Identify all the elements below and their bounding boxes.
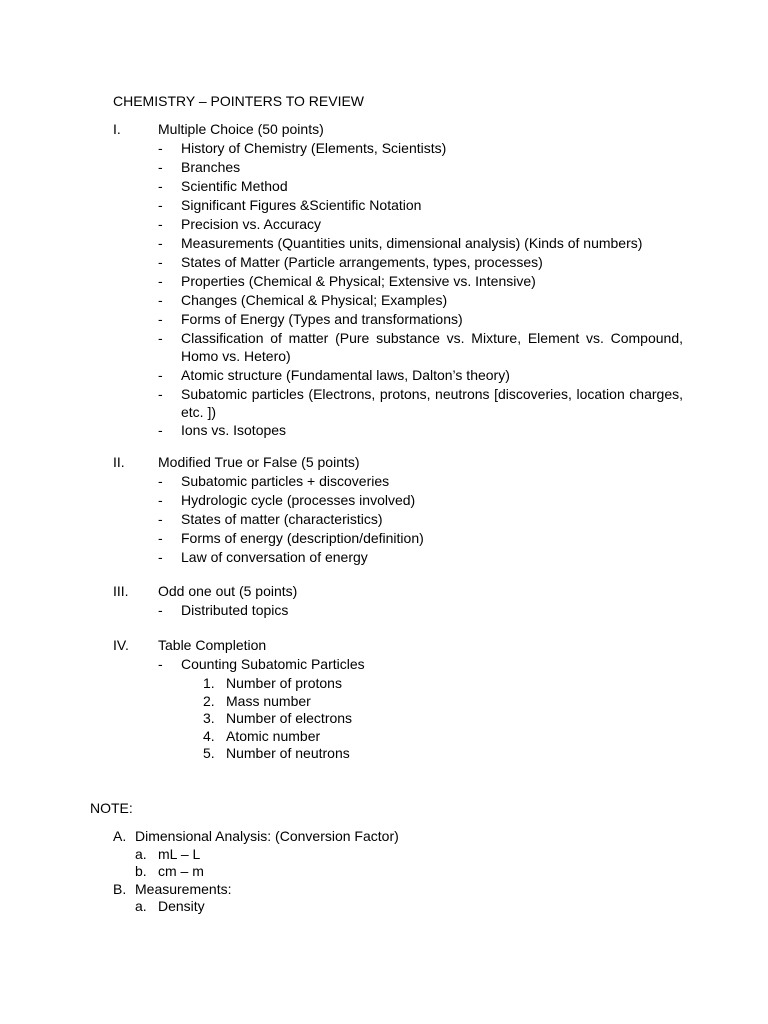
section-title: Modified True or False (5 points) (158, 454, 360, 470)
roman-numeral: I. (113, 121, 121, 137)
roman-numeral: II. (113, 454, 125, 470)
bullet-dash: - (158, 292, 163, 308)
item-letter: a. (135, 845, 147, 862)
document-title: CHEMISTRY – POINTERS TO REVIEW (113, 93, 365, 109)
section-title: Multiple Choice (50 points) (158, 121, 324, 137)
note-label: NOTE: (90, 800, 133, 816)
numbered-item (113, 692, 683, 710)
bullet-dash: - (158, 140, 163, 156)
bullet-list (113, 139, 683, 440)
list-item: - Forms of energy (description/definition) (158, 530, 424, 546)
list-item: - Significant Figures &Scientific Notation (158, 197, 422, 213)
section-heading (113, 636, 683, 655)
section-heading (113, 120, 683, 139)
roman-numeral: III. (113, 583, 129, 599)
list-item: - Ions vs. Isotopes (158, 422, 287, 438)
bullet-dash: - (158, 159, 163, 175)
item-text: Dimensional Analysis: (Conversion Factor) (135, 828, 399, 844)
item-text: Mass number (226, 692, 311, 709)
list-item: - Measurements (Quantities units, dimensional analysis) (Kinds of numbers) (158, 235, 643, 251)
bullet-dash: - (158, 511, 163, 527)
bullet-dash: - (158, 235, 163, 251)
list-item: - States of Matter (Particle arrangements, types, processes) (158, 254, 543, 270)
section-heading (113, 582, 683, 601)
section-4 (113, 636, 683, 762)
numbered-item (113, 709, 683, 727)
list-item: - Scientific Method (158, 178, 288, 194)
item-letter: B. (113, 880, 127, 897)
numbered-item (113, 727, 683, 745)
roman-numeral: IV. (113, 637, 129, 653)
item-text: Measurements: (135, 880, 232, 897)
section-title: Odd one out (5 points) (158, 583, 298, 599)
bullet-dash: - (158, 492, 163, 508)
bullet-dash: - (158, 273, 163, 289)
bullet-dash: - (158, 366, 163, 383)
bullet-dash: - (158, 197, 163, 213)
note-item (113, 827, 513, 845)
list-item: - Atomic structure (Fundamental laws, Dalton’s theory) (158, 366, 510, 383)
item-letter: b. (135, 863, 147, 879)
list-item: - Distributed topics (158, 602, 289, 618)
list-item: - Subatomic particles + discoveries (158, 473, 390, 489)
item-letter: a. (135, 898, 147, 914)
note-subitem (113, 845, 513, 863)
numbered-item (113, 674, 683, 692)
numbered-item (113, 744, 683, 762)
note-subitem (113, 897, 513, 915)
bullet-dash: - (158, 311, 163, 327)
item-text: Number of neutrons (226, 745, 350, 762)
item-text: mL – L (158, 845, 201, 862)
item-number: 2. (203, 692, 215, 709)
bullet-list (113, 655, 683, 674)
item-letter: A. (113, 828, 127, 844)
bullet-dash: - (158, 473, 163, 489)
list-item: - Hydrologic cycle (processes involved) (158, 492, 416, 508)
bullet-list (113, 472, 683, 567)
section-1 (113, 120, 683, 440)
list-item: - Forms of Energy (Types and transformations) (158, 311, 463, 327)
list-item: - Subatomic particles (Electrons, protons, neutrons [discoveries, location charges, etc. ]) (158, 385, 683, 420)
note-list (113, 827, 513, 915)
list-item: - History of Chemistry (Elements, Scientists) (158, 140, 447, 156)
item-number: 1. (203, 675, 215, 691)
section-heading (113, 453, 683, 472)
bullet-dash: - (158, 549, 163, 565)
list-item: - States of matter (characteristics) (158, 511, 383, 527)
item-number: 5. (203, 745, 215, 762)
bullet-dash: - (158, 656, 163, 672)
item-text: cm – m (158, 863, 204, 879)
bullet-dash: - (158, 385, 163, 402)
section-2 (113, 453, 683, 567)
numbered-list (113, 674, 683, 762)
bullet-list (113, 601, 683, 620)
item-text: Atomic number (226, 727, 321, 744)
list-item: - Law of conversation of energy (158, 549, 368, 565)
list-item: - Branches (158, 159, 241, 175)
list-item: - Precision vs. Accuracy (158, 216, 322, 232)
list-item: - Classification of matter (Pure substance vs. Mixture, Element vs. Compound, Homo vs. Hetero) (158, 330, 683, 364)
bullet-dash: - (158, 254, 163, 270)
list-item: - Changes (Chemical & Physical; Examples) (158, 292, 448, 308)
item-number: 3. (203, 710, 215, 727)
section-title: Table Completion (158, 637, 267, 653)
item-number: 4. (203, 727, 215, 744)
bullet-dash: - (158, 178, 163, 194)
list-item: - Counting Subatomic Particles (158, 656, 365, 672)
bullet-dash: - (158, 422, 163, 438)
item-text: Number of protons (226, 675, 342, 691)
note-item (113, 880, 513, 898)
item-text: Density (158, 898, 205, 914)
bullet-dash: - (158, 216, 163, 232)
bullet-dash: - (158, 602, 163, 618)
bullet-dash: - (158, 330, 163, 346)
section-3 (113, 582, 683, 620)
bullet-dash: - (158, 530, 163, 546)
item-text: Number of electrons (226, 710, 353, 727)
list-item: - Properties (Chemical & Physical; Extensive vs. Intensive) (158, 273, 536, 289)
note-subitem (113, 862, 513, 880)
